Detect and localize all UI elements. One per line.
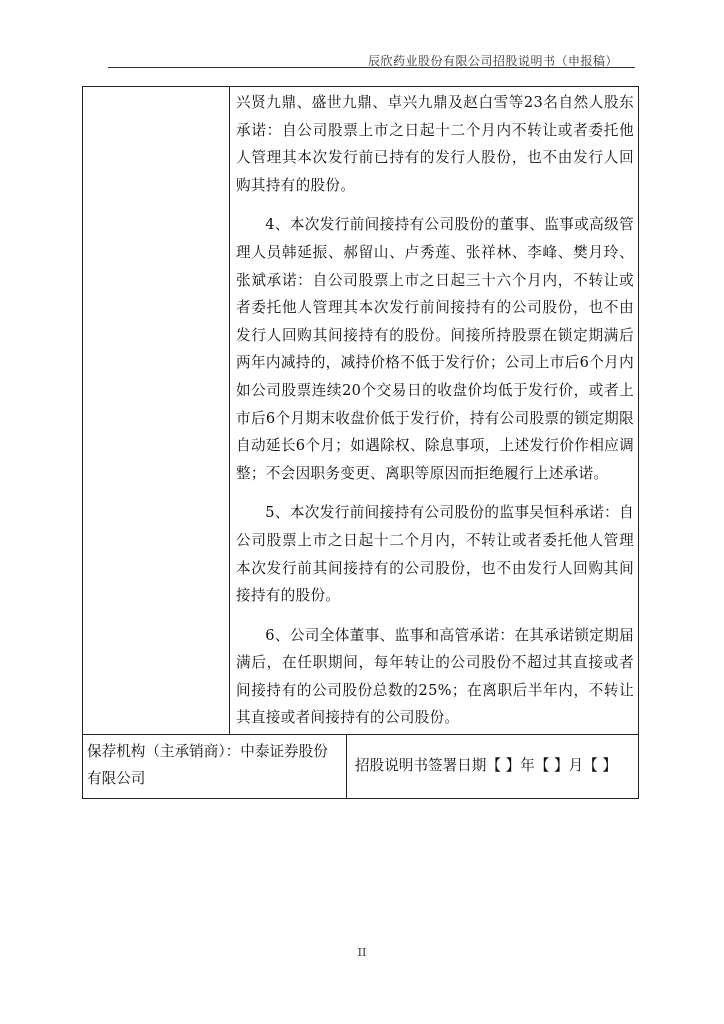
commitment-paragraph-4: 4、本次发行前间接持有公司股份的董事、监事或高级管理人员韩延振、郝留山、卢秀莲、张祥林、李峰、樊月玲、张斌承诺：自公司股票上市之日起三十六个月内，不转让或者委托他人管理其本次发行前间接持有的公司股份，也不由发行人回购其间接持有的股份。间接所持股票在锁定期满后两年内减持的，减持价格不低于发行价；公司上市后6个月内如公司股票连续20个交易日的收盘价均低于发行价，或者上市后6个月期末收盘价低于发行价，持有公司股票的锁定期限自动延长6个月；如遇除权、除息事项，上述发行价作相应调整；不会因职务变更、离职等原因而拒绝履行上述承诺。 [236, 216, 634, 482]
prospectus-table [82, 86, 639, 799]
commitment-paragraph-6: 6、公司全体董事、监事和高管承诺：在其承诺锁定期届满后，在任职期间，每年转让的公司股份不超过其直接或者间接持有的公司股份总数的25%；在离职后半年内，不转让其直接或者间接持有的公司股份。 [236, 626, 634, 727]
page-number: II [357, 946, 367, 959]
header-divider [108, 67, 635, 68]
commitment-paragraph-continued: 兴贤九鼎、盛世九鼎、卓兴九鼎及赵白雪等23名自然人股东承诺：自公司股票上市之日起十二个月内不转让或者委托他人管理其本次发行前已持有的发行人股份，也不由发行人回购其持有的股份。 [236, 94, 634, 194]
table-footer-row [83, 734, 638, 798]
sign-date-cell: 招股说明书签署日期【 】年【 】月【 】 [355, 757, 618, 774]
commitment-paragraph-5: 5、本次发行前间接持有公司股份的监事吴恒科承诺：自公司股票上市之日起十二个月内，不转让或者委托他人管理本次发行前其间接持有的公司股份，也不由发行人回购其间接持有的股份。 [236, 504, 634, 605]
label-cell-empty [83, 87, 230, 734]
commitments-cell [230, 87, 638, 734]
document-header-title: 辰欣药业股份有限公司招股说明书（申报稿） [367, 54, 618, 68]
sponsor-cell: 保荐机构（主承销商）：中泰证券股份有限公司 [83, 735, 347, 798]
